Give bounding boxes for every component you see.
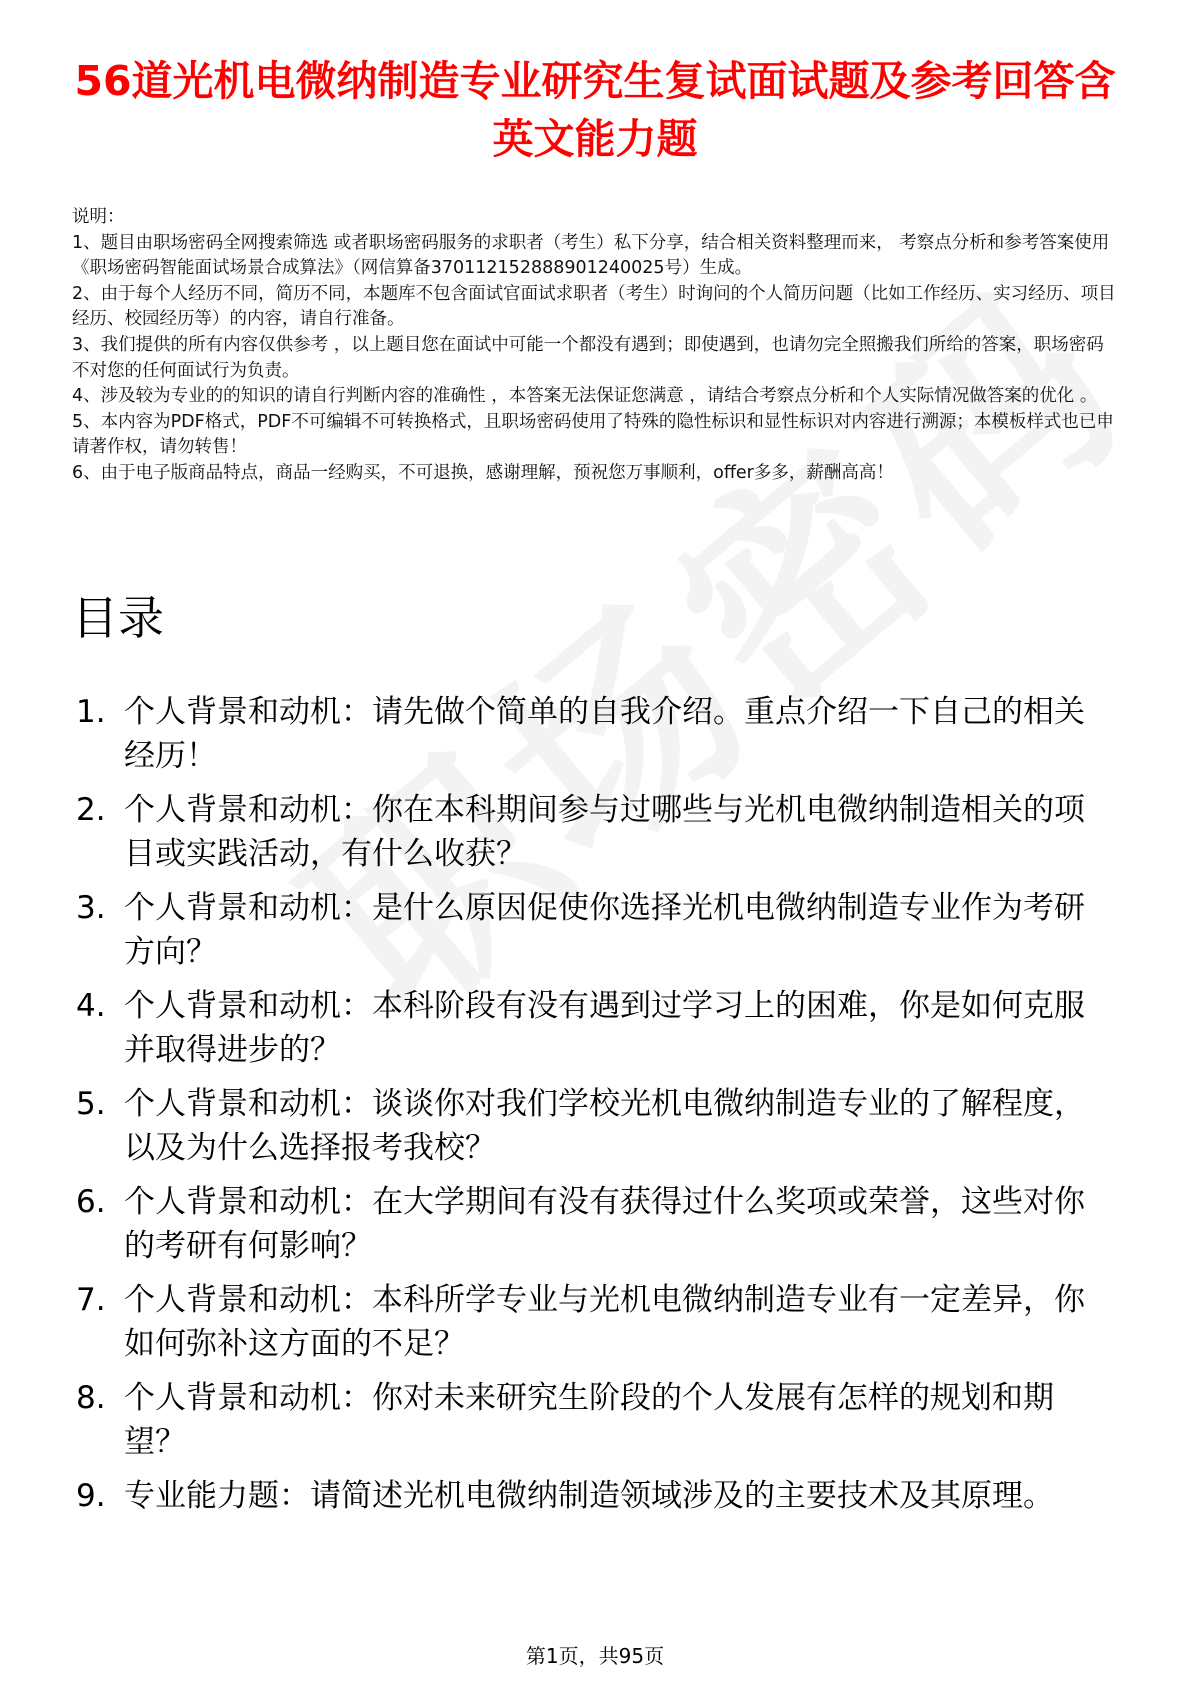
notes-item: 4、涉及较为专业的的知识的请自行判断内容的准确性 ，本答案无法保证您满意 ，请结合考察点分析和个人实际情况做答案的优化 。 <box>72 386 1098 407</box>
toc-item-text: 个人背景和动机：本科所学专业与光机电微纳制造专业有一定差异，你如何弥补这方面的不足？ <box>124 1282 1085 1362</box>
notes-item: 6、由于电子版商品特点，商品一经购买，不可退换，感谢理解，预祝您万事顺利，offer多多，薪酬高高！ <box>72 462 894 483</box>
toc-item[interactable] <box>72 886 1110 974</box>
notes-item: 1、题目由职场密码全网搜索筛选 或者职场密码服务的求职者（考生）私下分享，结合相关资料整理而来， 考察点分析和参考答案使用《职场密码智能面试场景合成算法》（网信算备370112152888901240025号）生成。 <box>72 232 1110 279</box>
notes-item: 2、由于每个人经历不同，简历不同，本题库不包含面试官面试求职者（考生）时询问的个人简历问题（比如工作经历、实习经历、项目经历、校园经历等）的内容，请自行准备。 <box>72 283 1116 330</box>
toc-item-number: 3. <box>76 890 106 926</box>
toc-item-number: 6. <box>76 1184 106 1220</box>
toc-item[interactable] <box>72 1082 1110 1170</box>
toc-item-number: 5. <box>76 1086 106 1122</box>
toc-item-text: 个人背景和动机：你在本科期间参与过哪些与光机电微纳制造相关的项目或实践活动，有什么收获？ <box>124 792 1085 872</box>
page-title: 56道光机电微纳制造专业研究生复试面试题及参考回答含英文能力题 <box>74 57 1116 163</box>
toc-item-text: 个人背景和动机：是什么原因促使你选择光机电微纳制造专业作为考研方向？ <box>124 890 1085 970</box>
toc-item[interactable] <box>72 788 1110 876</box>
toc-item-number: 1. <box>76 694 106 730</box>
toc-item-text: 个人背景和动机：谈谈你对我们学校光机电微纳制造专业的了解程度，以及为什么选择报考我校？ <box>124 1086 1085 1166</box>
toc-item-number: 4. <box>76 988 106 1024</box>
page-footer: 第1页，共95页 <box>525 1644 665 1668</box>
toc-item-text: 专业能力题：请简述光机电微纳制造领域涉及的主要技术及其原理。 <box>124 1478 1054 1514</box>
toc-item[interactable] <box>72 1180 1110 1268</box>
toc-item-number: 7. <box>76 1282 106 1318</box>
toc-item-number: 8. <box>76 1380 106 1416</box>
toc-item-text: 个人背景和动机：请先做个简单的自我介绍。重点介绍一下自己的相关经历！ <box>124 694 1085 774</box>
toc-item[interactable] <box>72 1278 1110 1366</box>
toc-item[interactable] <box>72 1474 1110 1518</box>
toc-heading: 目录 <box>72 591 164 645</box>
toc-list <box>72 690 1110 1528</box>
toc-item[interactable] <box>72 1376 1110 1464</box>
notes-item: 3、我们提供的所有内容仅供参考 ，以上题目您在面试中可能一个都没有遇到；即使遇到，也请勿完全照搬我们所给的答案，职场密码不对您的任何面试行为负责。 <box>72 334 1104 381</box>
toc-item-number: 9. <box>76 1478 106 1514</box>
toc-item-text: 个人背景和动机：你对未来研究生阶段的个人发展有怎样的规划和期望？ <box>124 1380 1054 1460</box>
toc-item-number: 2. <box>76 792 106 828</box>
toc-item-text: 个人背景和动机：本科阶段有没有遇到过学习上的困难，你是如何克服并取得进步的？ <box>124 988 1085 1068</box>
notes-heading: 说明： <box>72 207 125 227</box>
toc-item[interactable] <box>72 984 1110 1072</box>
toc-item[interactable] <box>72 690 1110 778</box>
notes-item: 5、本内容为PDF格式，PDF不可编辑不可转换格式，且职场密码使用了特殊的隐性标识和显性标识对内容进行溯源；本模板样式也已申请著作权，请勿转售！ <box>72 411 1114 458</box>
toc-item-text: 个人背景和动机：在大学期间有没有获得过什么奖项或荣誉，这些对你的考研有何影响？ <box>124 1184 1085 1264</box>
notes-section <box>72 205 1118 487</box>
